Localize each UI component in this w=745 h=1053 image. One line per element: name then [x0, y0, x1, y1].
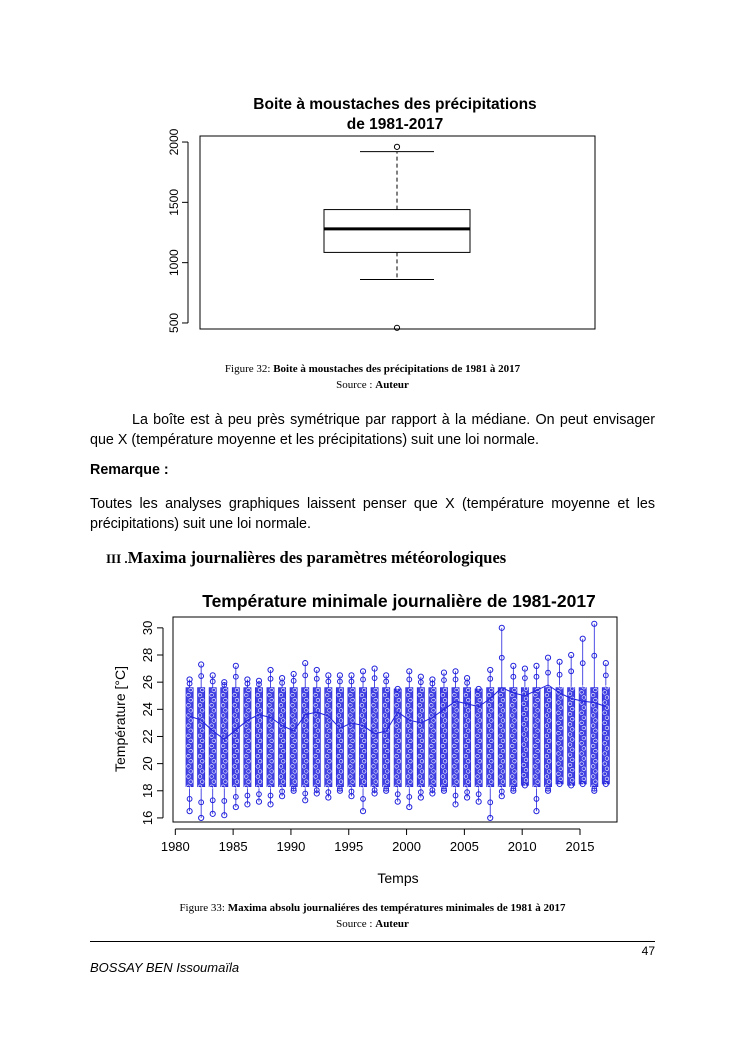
temp-chart-title: Température minimale journalière de 1981-2017 — [202, 591, 596, 611]
figure-32-source-label: Source : — [336, 379, 373, 391]
y-tick-label: 2000 — [167, 128, 181, 156]
year-band-1982 — [198, 662, 205, 821]
year-band-2013 — [556, 659, 563, 786]
year-band-2005 — [463, 675, 470, 800]
year-band-2010 — [521, 666, 528, 788]
section-title: Maxima journalières des paramètres météorologiques — [127, 548, 507, 567]
year-band-1991 — [302, 661, 309, 803]
boxplot-title-line2: de 1981-2017 — [346, 116, 444, 133]
year-band-2001 — [417, 674, 424, 800]
year-band-2009 — [510, 663, 517, 793]
outlier-point — [394, 325, 399, 330]
section-heading — [106, 548, 506, 568]
box-and-whiskers — [324, 144, 470, 330]
figure-33-source-value: Auteur — [375, 918, 409, 930]
temp-series — [186, 621, 610, 820]
figure-33-caption — [0, 902, 745, 914]
temp-y-tick-label: 26 — [140, 674, 155, 690]
y-tick-label: 1500 — [167, 188, 181, 216]
temp-y-tick-label: 28 — [140, 647, 155, 663]
year-band-1989 — [278, 675, 285, 798]
paragraph-2-line2: précipitations) suit une loi normale. — [90, 516, 311, 532]
paragraph-1 — [90, 410, 655, 450]
remarque-heading: Remarque : — [90, 462, 169, 478]
figure-33-label: Figure 33: — [179, 902, 225, 914]
figure-32-title: Boite à moustaches des précipitations de 1981 à 2017 — [273, 363, 521, 375]
temp-x-tick-label: 1995 — [334, 839, 364, 854]
page-number: 47 — [641, 944, 655, 958]
year-band-1984 — [221, 680, 228, 818]
temp-y-tick-label: 24 — [140, 702, 155, 717]
year-band-1998 — [383, 673, 390, 794]
temp-x-tick-label: 2015 — [565, 839, 595, 854]
year-band-1994 — [336, 673, 343, 794]
figure-32-source-value: Auteur — [375, 379, 409, 391]
temperature-chart — [105, 586, 630, 891]
temp-x-tick-label: 1990 — [276, 839, 306, 854]
author-footer: BOSSAY BEN Issoumaïla — [90, 960, 240, 975]
y-tick-label: 500 — [167, 312, 181, 333]
year-band-1997 — [371, 666, 378, 796]
year-band-1993 — [325, 673, 332, 800]
year-band-2014 — [568, 652, 575, 788]
temp-x-tick-label: 2005 — [449, 839, 479, 854]
year-band-1981 — [186, 677, 193, 814]
year-band-2007 — [487, 667, 494, 820]
temp-y-tick-label: 30 — [140, 620, 155, 636]
figure-33-title: Maxima absolu journaliéres des températures minimales de 1981 à 2017 — [227, 902, 566, 914]
year-band-2004 — [452, 669, 459, 807]
temp-y-tick-label: 20 — [140, 756, 155, 771]
footer-rule — [90, 941, 655, 942]
year-band-1983 — [209, 673, 216, 817]
temp-x-tick-label: 2000 — [392, 839, 422, 854]
figure-33-source-label: Source : — [336, 918, 373, 930]
year-band-1985 — [232, 663, 239, 809]
year-band-2016 — [591, 621, 598, 793]
year-band-2003 — [440, 670, 447, 793]
temp-x-tick-label: 2010 — [507, 839, 537, 854]
boxplot-chart — [150, 88, 620, 338]
paragraph-1-line1: La boîte est à peu près symétrique par rapport à la médiane. On peut envisager — [132, 412, 655, 428]
year-band-1995 — [348, 673, 355, 799]
paragraph-2 — [90, 494, 655, 534]
year-band-2008 — [498, 625, 505, 799]
boxplot-title-line1: Boite à moustaches des précipitations — [253, 96, 537, 113]
paragraph-2-line1: Toutes les analyses graphiques laissent penser que X (température moyenne et les — [90, 496, 655, 512]
year-band-2011 — [533, 663, 540, 813]
year-band-1988 — [267, 667, 274, 807]
year-band-2015 — [579, 636, 586, 786]
temp-x-tick-label: 1985 — [218, 839, 248, 854]
year-band-1999 — [394, 686, 401, 804]
paragraph-1-line2: que X (température moyenne et les précipitations) suit une loi normale. — [90, 432, 539, 448]
temp-y-label: Température [°C] — [112, 666, 128, 772]
year-band-1987 — [255, 678, 262, 804]
temp-y-tick-label: 18 — [140, 783, 155, 799]
outlier-point — [394, 144, 399, 149]
temp-x-label: Temps — [377, 870, 419, 886]
y-tick-label: 1000 — [167, 249, 181, 277]
year-band-1992 — [313, 667, 320, 796]
year-band-2000 — [406, 669, 413, 810]
iqr-box — [324, 210, 470, 253]
year-band-2006 — [475, 686, 482, 804]
year-band-2012 — [544, 655, 551, 793]
figure-32-caption — [0, 363, 745, 375]
temp-x-tick-label: 1980 — [160, 839, 190, 854]
section-number: III . — [106, 551, 128, 566]
y-axis — [167, 128, 188, 333]
year-band-2017 — [602, 661, 609, 787]
figure-33-source — [0, 918, 745, 930]
year-band-1996 — [359, 669, 366, 814]
temp-y-tick-label: 22 — [140, 729, 155, 744]
temp-y-tick-label: 16 — [140, 810, 155, 826]
year-band-1986 — [244, 677, 251, 807]
figure-32-label: Figure 32: — [224, 363, 271, 375]
year-band-1990 — [290, 671, 297, 793]
figure-32-source — [0, 379, 745, 391]
year-band-2002 — [429, 677, 436, 796]
